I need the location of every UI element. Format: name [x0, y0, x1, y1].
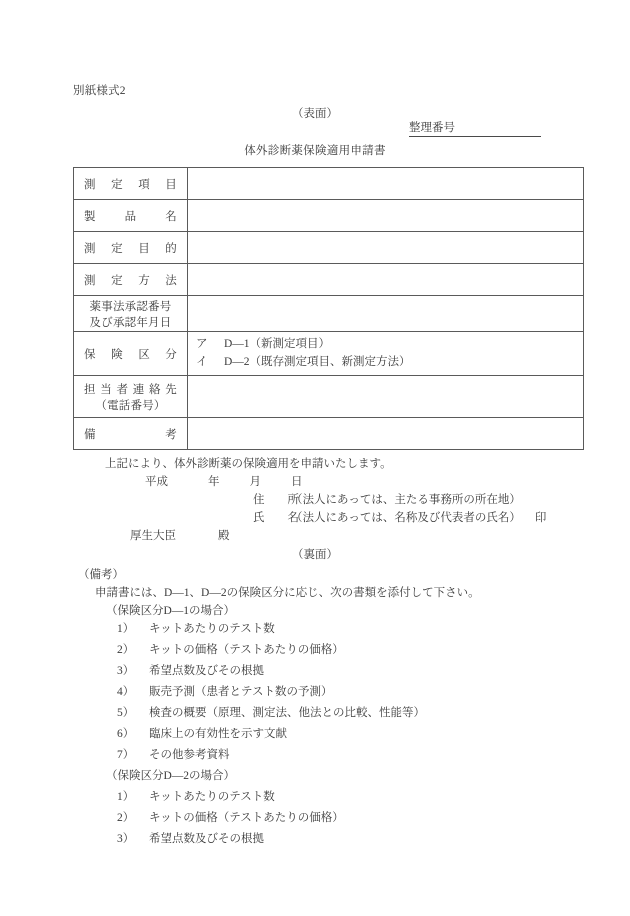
table-row	[74, 376, 584, 418]
list-item	[117, 683, 333, 699]
address-line[interactable]	[253, 491, 521, 507]
row-label-remarks: 備考	[74, 418, 188, 450]
list-item-number: 2）	[117, 644, 135, 656]
row-label-product-name: 製品名	[74, 200, 188, 232]
row-label-contact-person: 担当者連絡先 （電話番号）	[74, 376, 188, 418]
list-item-label: 希望点数及びその根拠	[149, 665, 264, 677]
row-value-insurance-category[interactable]	[188, 332, 584, 376]
row-value-measurement-purpose[interactable]	[188, 232, 584, 264]
row-value-measurement-item[interactable]	[188, 168, 584, 200]
row-value-contact-person[interactable]	[188, 376, 584, 418]
row-label-measurement-item: 測定項目	[74, 168, 188, 200]
row-value-product-name[interactable]	[188, 200, 584, 232]
front-side-label: （表面）	[292, 108, 338, 120]
list-item-label: 希望点数及びその根拠	[149, 833, 264, 845]
minister-addressee-line	[130, 527, 230, 543]
address-note: （法人にあっては、主たる事務所の所在地）	[291, 494, 521, 506]
page-title: 体外診断薬保険適用申請書	[244, 145, 386, 157]
insurance-option-b[interactable]	[196, 354, 575, 371]
month-unit: 月	[249, 476, 261, 488]
row-value-remarks[interactable]	[188, 418, 584, 450]
reference-number-blank[interactable]	[455, 135, 541, 137]
name-note: （法人にあっては、名称及び代表者の氏名）	[291, 512, 521, 524]
list-item	[117, 641, 344, 657]
date-line[interactable]	[145, 473, 303, 489]
notes-intro: 申請書には、D—1、D—2の保険区分に応じ、次の書類を添付して下さい。	[95, 587, 480, 599]
table-row	[74, 232, 584, 264]
list-item	[117, 788, 275, 804]
list-item-label: キットあたりのテスト数	[149, 791, 275, 803]
minister-label: 厚生大臣	[130, 530, 176, 542]
table-row	[74, 296, 584, 332]
list-item	[117, 704, 425, 720]
era-label: 平成	[145, 476, 168, 488]
honorific-label: 殿	[218, 530, 230, 542]
option-text-b: D—2（既存測定項目、新測定方法）	[224, 355, 411, 368]
list-item-label: 検査の概要（原理、測定法、他法との比較、性能等）	[149, 707, 425, 719]
list-item-number: 1）	[117, 791, 135, 803]
application-form-table	[73, 167, 584, 450]
row-label-insurance-category: 保険区分	[74, 332, 188, 376]
notes-group-title-d1: （保険区分D—1の場合）	[106, 605, 236, 617]
table-row	[74, 332, 584, 376]
list-item-label: キットの価格（テストあたりの価格）	[149, 644, 344, 656]
row-label-measurement-method: 測定方法	[74, 264, 188, 296]
row-label-measurement-purpose: 測定目的	[74, 232, 188, 264]
notes-group-title-d2: （保険区分D—2の場合）	[106, 770, 236, 782]
option-marker-b: イ	[196, 355, 208, 368]
row-value-approval-number[interactable]	[188, 296, 584, 332]
year-unit: 年	[208, 476, 220, 488]
seal-mark: 印	[534, 512, 547, 524]
list-item	[117, 746, 230, 762]
form-table-body	[74, 168, 584, 450]
day-unit: 日	[291, 476, 303, 488]
row-label-approval-number: 薬事法承認番号 及び承認年月日	[74, 296, 188, 332]
row-value-measurement-method[interactable]	[188, 264, 584, 296]
list-item-number: 2）	[117, 812, 135, 824]
notes-heading: （備考）	[78, 569, 124, 581]
address-label: 住 所	[253, 494, 299, 506]
list-item-label: キットの価格（テストあたりの価格）	[149, 812, 344, 824]
reference-number-label: 整理番号	[409, 119, 455, 137]
option-marker-a: ア	[196, 338, 208, 351]
list-item-number: 3）	[117, 665, 135, 677]
table-row	[74, 168, 584, 200]
list-item-number: 6）	[117, 728, 135, 740]
table-row	[74, 264, 584, 296]
form-code: 別紙様式2	[73, 85, 126, 97]
back-side-label: （裏面）	[292, 549, 338, 561]
list-item-label: 臨床上の有効性を示す文献	[149, 728, 287, 740]
list-item	[117, 830, 264, 846]
list-item-number: 4）	[117, 686, 135, 698]
declaration-statement: 上記により、体外診断薬の保険適用を申請いたします。	[105, 458, 392, 470]
list-item	[117, 662, 264, 678]
list-item-number: 5）	[117, 707, 135, 719]
list-item	[117, 620, 275, 636]
name-line[interactable]	[253, 509, 546, 525]
table-row	[74, 200, 584, 232]
list-item	[117, 809, 344, 825]
list-item	[117, 725, 287, 741]
table-row	[74, 418, 584, 450]
list-item-label: 販売予測（患者とテスト数の予測）	[149, 686, 333, 698]
insurance-option-a[interactable]	[196, 336, 575, 353]
list-item-number: 1）	[117, 623, 135, 635]
list-item-label: キットあたりのテスト数	[149, 623, 275, 635]
list-item-number: 7）	[117, 749, 135, 761]
list-item-label: その他参考資料	[149, 749, 230, 761]
name-label: 氏 名	[253, 512, 299, 524]
option-text-a: D—1（新測定項目）	[224, 338, 331, 351]
reference-number-field	[409, 119, 541, 137]
list-item-number: 3）	[117, 833, 135, 845]
